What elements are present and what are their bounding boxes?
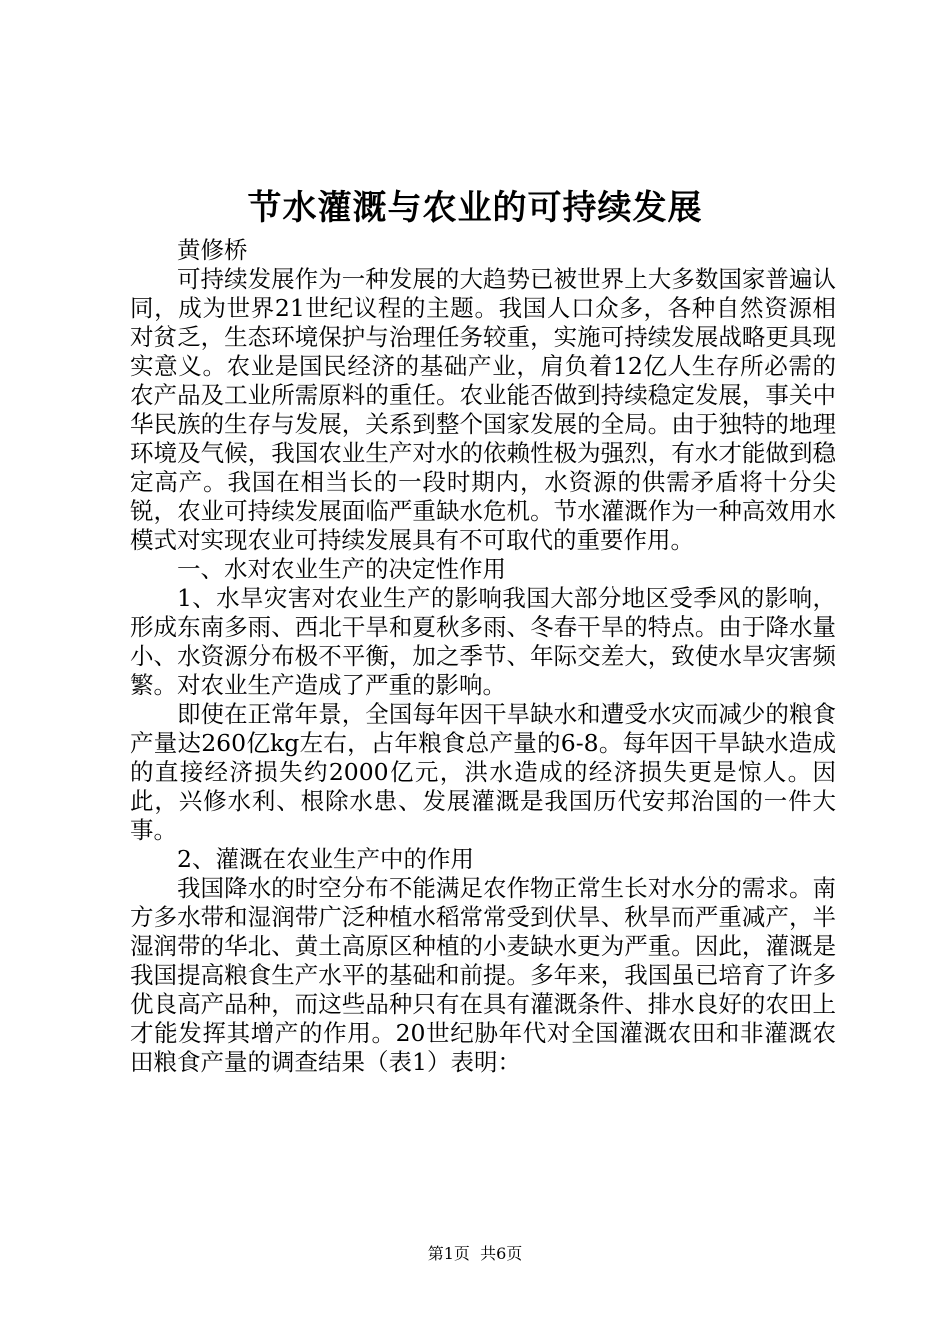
page-footer [0, 1244, 950, 1264]
section-heading-1: 一、水对农业生产的决定性作用 [177, 555, 506, 583]
document-body [130, 236, 836, 1077]
paragraph-drought-flood: 1、水旱灾害对农业生产的影响我国大部分地区受季风的影响，形成东南多雨、西北干旱和夏秋多雨、冬春干旱的特点。由于降水量小、水资源分布极不平衡，加之季节、年际交差大，致使水旱灾害频繁。对农业生产造成了严重的影响。 [130, 584, 836, 699]
paragraph-irrigation: 我国降水的时空分布不能满足农作物正常生长对水分的需求。南方多水带和湿润带广泛种植水稻常常受到伏旱、秋旱而严重减产，半湿润带的华北、黄土高原区种植的小麦缺水更为严重。因此，灌溉是我国提高粮食生产水平的基础和前提。多年来，我国虽已培育了许多优良高产品种，而这些品种只有在具有灌溉条件、排水良好的农田上才能发挥其增产的作用。20世纪胁年代对全国灌溉农田和非灌溉农田粮食产量的调查结果（表1）表明： [130, 874, 836, 1076]
page-total: 共6页 [480, 1244, 523, 1263]
paragraph-losses: 即使在正常年景，全国每年因干旱缺水和遭受水灾而减少的粮食产量达260亿kg左右，占年粮食总产量的6-8。每年因干旱缺水造成的直接经济损失约2000亿元，洪水造成的经济损失更是惊人。因此，兴修水利、根除水患、发展灌溉是我国历代安邦治国的一件大事。 [130, 700, 836, 844]
page-number: 第1页 [427, 1244, 470, 1263]
paragraph-intro: 可持续发展作为一种发展的大趋势已被世界上大多数国家普遍认同，成为世界21世纪议程的主题。我国人口众多，各种自然资源相对贫乏，生态环境保护与治理任务较重，实施可持续发展战略更具现实意义。农业是国民经济的基础产业，肩负着12亿人生存所必需的农产品及工业所需原料的重任。农业能否做到持续稳定发展，事关中华民族的生存与发展，关系到整个国家发展的全局。由于独特的地理环境及气候，我国农业生产对水的依赖性极为强烈，有水才能做到稳定高产。我国在相当长的一段时期内，水资源的供需矛盾将十分尖锐，农业可持续发展面临严重缺水危机。节水灌溉作为一种高效用水模式对实现农业可持续发展具有不可取代的重要作用。 [130, 265, 836, 554]
author-name: 黄修桥 [177, 236, 248, 264]
document-title: 节水灌溉与农业的可持续发展 [247, 188, 703, 228]
subsection-heading-2: 2、灌溉在农业生产中的作用 [177, 845, 474, 873]
